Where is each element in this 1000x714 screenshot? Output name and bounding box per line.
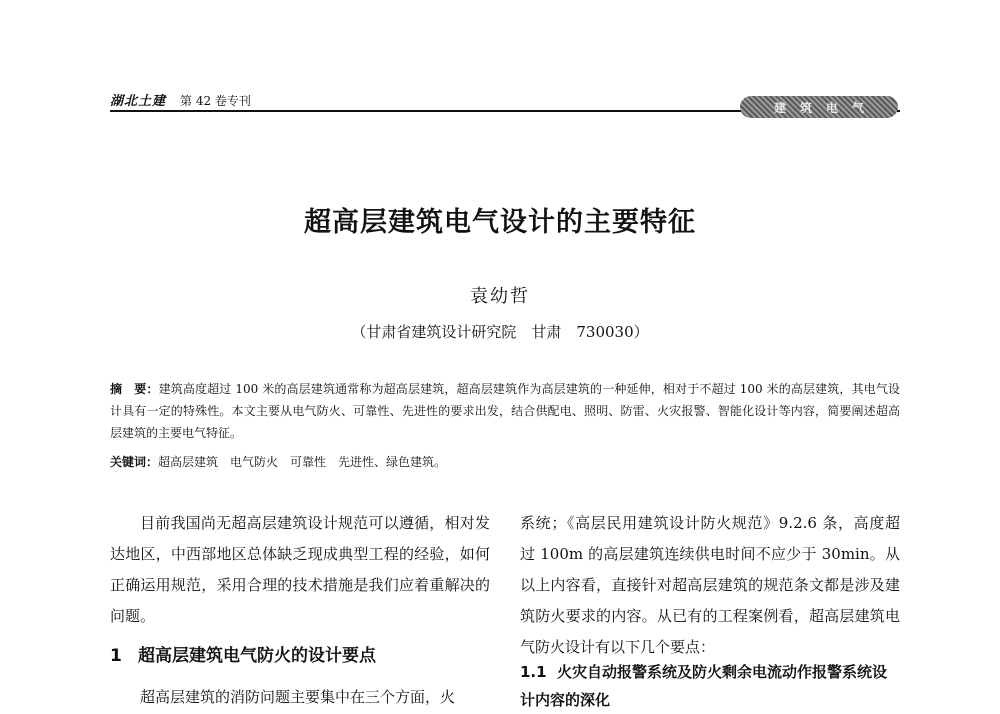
keywords (110, 453, 900, 470)
column-tag-char: 建 (773, 100, 786, 115)
section-paragraph: 超高层建筑的消防问题主要集中在三个方面，火 (140, 688, 456, 706)
keywords-label: 关键词： (110, 455, 159, 469)
left-column (110, 508, 490, 632)
section-title: 超高层建筑电气防火的设计要点 (138, 646, 376, 666)
column-tag-char: 筑 (799, 100, 812, 115)
subsection-number: 1.1 (520, 663, 547, 681)
intro-paragraph: 目前我国尚无超高层建筑设计规范可以遵循，相对发达地区，中西部地区总体缺乏现成典型工程的经验，如何正确运用规范，采用合理的技术措施是我们应着重解决的问题。 (110, 514, 490, 625)
right-paragraph: 系统；《高层民用建筑设计防火规范》9.2.6 条，高度超过 100m 的高层建筑连续供电时间不应少于 30min。从以上内容看，直接针对超高层建筑的规范条文都是涉及建筑防火要求的内容。从已有的工程案例看，超高层建筑电气防火设计有以下几个要点： (520, 514, 900, 656)
column-tag-char: 电 (826, 100, 839, 115)
journal-issue: 第 42 卷专刊 (180, 94, 251, 108)
journal-name: 湖北土建 (110, 94, 167, 109)
abstract (110, 378, 900, 444)
abstract-label: 摘 要： (110, 382, 159, 396)
subsection-title: 火灾自动报警系统及防火剩余电流动作报警系统设计内容的深化 (520, 663, 888, 709)
paper-author: 袁幼哲 (470, 286, 530, 307)
section-number: 1 (110, 646, 122, 666)
paper-title: 超高层建筑电气设计的主要特征 (304, 207, 696, 238)
column-tag-badge (740, 96, 898, 118)
abstract-text: 建筑高度超过 100 米的高层建筑通常称为超高层建筑，超高层建筑作为高层建筑的一种延伸，相对于不超过 100 米的高层建筑，其电气设计具有一定的特殊性。本文主要从电气防火、可靠性、先进性的要求出发，结合供配电、照明、防雷、火灾报警、智能化设计等内容，简要阐述超高层建筑的主要电气特征。 (110, 382, 900, 440)
column-tag-char: 气 (852, 100, 865, 115)
section-heading (110, 641, 376, 666)
keywords-text: 超高层建筑 电气防火 可靠性 先进性、绿色建筑。 (158, 455, 447, 469)
author-affiliation: （甘肃省建筑设计研究院 甘肃 730030） (351, 323, 649, 341)
right-column (520, 508, 900, 663)
